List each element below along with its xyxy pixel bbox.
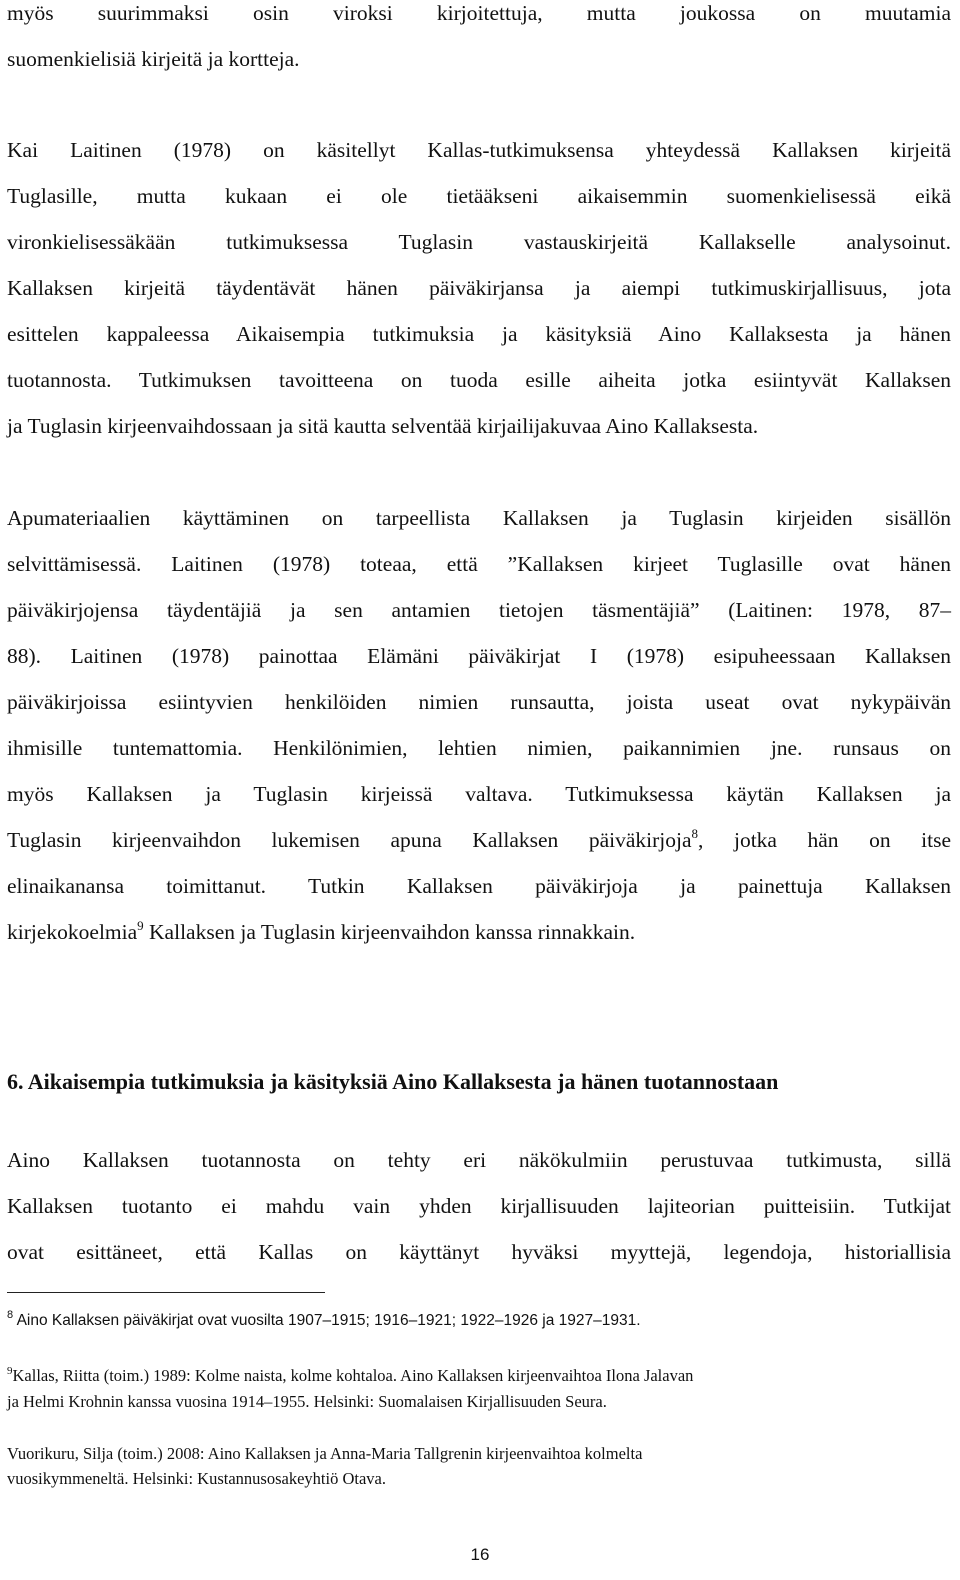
paragraph-line: [7, 817, 951, 863]
paragraph-line: päiväkirjoissa esiintyvien henkilöiden nimien runsautta, joista useat ovat nykypäivän: [7, 690, 951, 714]
paragraph-line: esittelen kappaleessa Aikaisempia tutkimuksia ja käsityksiä Aino Kallaksesta ja hänen: [7, 322, 951, 346]
paragraph-line: Aino Kallaksen tuotannosta on tehty eri näkökulmiin perustuvaa tutkimusta, sillä: [7, 1148, 951, 1172]
reference-line: vuosikymmeneltä. Helsinki: Kustannusosakeyhtiö Otava.: [7, 1469, 386, 1488]
paragraph-line: ihmisille tuntemattomia. Henkilönimien, lehtien nimien, paikannimien jne. runsaus on: [7, 736, 951, 760]
footnote-number: 8: [7, 1309, 14, 1321]
footnote-number: 9: [7, 1365, 13, 1377]
footnote-9-continued: ja Helmi Krohnin kanssa vuosina 1914–1955. Helsinki: Suomalaisen Kirjallisuuden Seura.: [7, 1392, 607, 1411]
paragraph-line: tuotannosta. Tutkimuksen tavoitteena on tuoda esille aiheita jotka esiintyvät Kallaksen: [7, 368, 951, 392]
paragraph-line: vironkielisessäkään tutkimuksessa Tuglasin vastauskirjeitä Kallakselle analysoinut.: [7, 230, 951, 254]
paragraph-line: päiväkirjojensa täydentäjiä ja sen antamien tietojen täsmentäjiä” (Laitinen: 1978, 87–: [7, 598, 951, 622]
footnote-text: Aino Kallaksen päiväkirjat ovat vuosilta 1907–1915; 1916–1921; 1922–1926 ja 1927–1931.: [13, 1312, 641, 1329]
footnote-separator: [7, 1292, 325, 1293]
page-number: 16: [470, 1545, 490, 1564]
line-text: kirjekokoelmia: [7, 920, 138, 944]
footnote-ref-8[interactable]: 8: [691, 826, 699, 841]
footnote-ref-9[interactable]: 9: [137, 918, 144, 933]
line-text: , jotka hän on itse: [698, 828, 951, 852]
paragraph-line: myös suurimmaksi osin viroksi kirjoitettuja, mutta joukossa on muutamia: [7, 1, 951, 25]
paragraph-line: Kallaksen tuotanto ei mahdu vain yhden kirjallisuuden lajiteorian puitteisiin. Tutkijat: [7, 1194, 951, 1218]
paragraph-line: Tuglasille, mutta kukaan ei ole tietääkseni aikaisemmin suomenkielisessä eikä: [7, 184, 951, 208]
footnote-9: [7, 1364, 951, 1388]
paragraph-line: suomenkielisiä kirjeitä ja kortteja.: [7, 47, 300, 71]
reference-line: Vuorikuru, Silja (toim.) 2008: Aino Kallaksen ja Anna-Maria Tallgrenin kirjeenvaihtoa kolmelta: [7, 1444, 643, 1463]
paragraph-line: ja Tuglasin kirjeenvaihdossaan ja sitä kautta selventää kirjailijakuvaa Aino Kallaksesta.: [7, 414, 759, 438]
line-text: Kallaksen ja Tuglasin kirjeenvaihdon kanssa rinnakkain.: [143, 920, 636, 944]
paragraph-line: myös Kallaksen ja Tuglasin kirjeissä valtava. Tutkimuksessa käytän Kallaksen ja: [7, 782, 951, 806]
paragraph-line: selvittämisessä. Laitinen (1978) toteaa, että ”Kallaksen kirjeet Tuglasille ovat hänen: [7, 552, 951, 576]
paragraph-line: elinaikanansa toimittanut. Tutkin Kallaksen päiväkirjoja ja painettuja Kallaksen: [7, 874, 951, 898]
paragraph-line: ovat esittäneet, että Kallas on käyttänyt hyväksi myyttejä, legendoja, historiallisia: [7, 1240, 951, 1264]
section-heading: 6. Aikaisempia tutkimuksia ja käsityksiä Aino Kallaksesta ja hänen tuotannostaan: [7, 1069, 779, 1094]
paragraph-line: Kallaksen kirjeitä täydentävät hänen päiväkirjansa ja aiempi tutkimuskirjallisuus, jota: [7, 276, 951, 300]
footnote-text: Kallas, Riitta (toim.) 1989: Kolme naista, kolme kohtaloa. Aino Kallaksen kirjeenvaihtoa Ilona Jalavan: [12, 1366, 694, 1385]
footnote-8: [7, 1309, 951, 1333]
paragraph-line: Kai Laitinen (1978) on käsitellyt Kallas-tutkimuksensa yhteydessä Kallaksen kirjeitä: [7, 138, 951, 162]
line-text: Tuglasin kirjeenvaihdon lukemisen apuna Kallaksen päiväkirjoja: [7, 828, 692, 852]
paragraph-line: Apumateriaalien käyttäminen on tarpeellista Kallaksen ja Tuglasin kirjeiden sisällön: [7, 506, 951, 530]
paragraph-line: [7, 909, 951, 955]
paragraph-line: 88). Laitinen (1978) painottaa Elämäni päiväkirjat I (1978) esipuheessaan Kallaksen: [7, 644, 951, 668]
